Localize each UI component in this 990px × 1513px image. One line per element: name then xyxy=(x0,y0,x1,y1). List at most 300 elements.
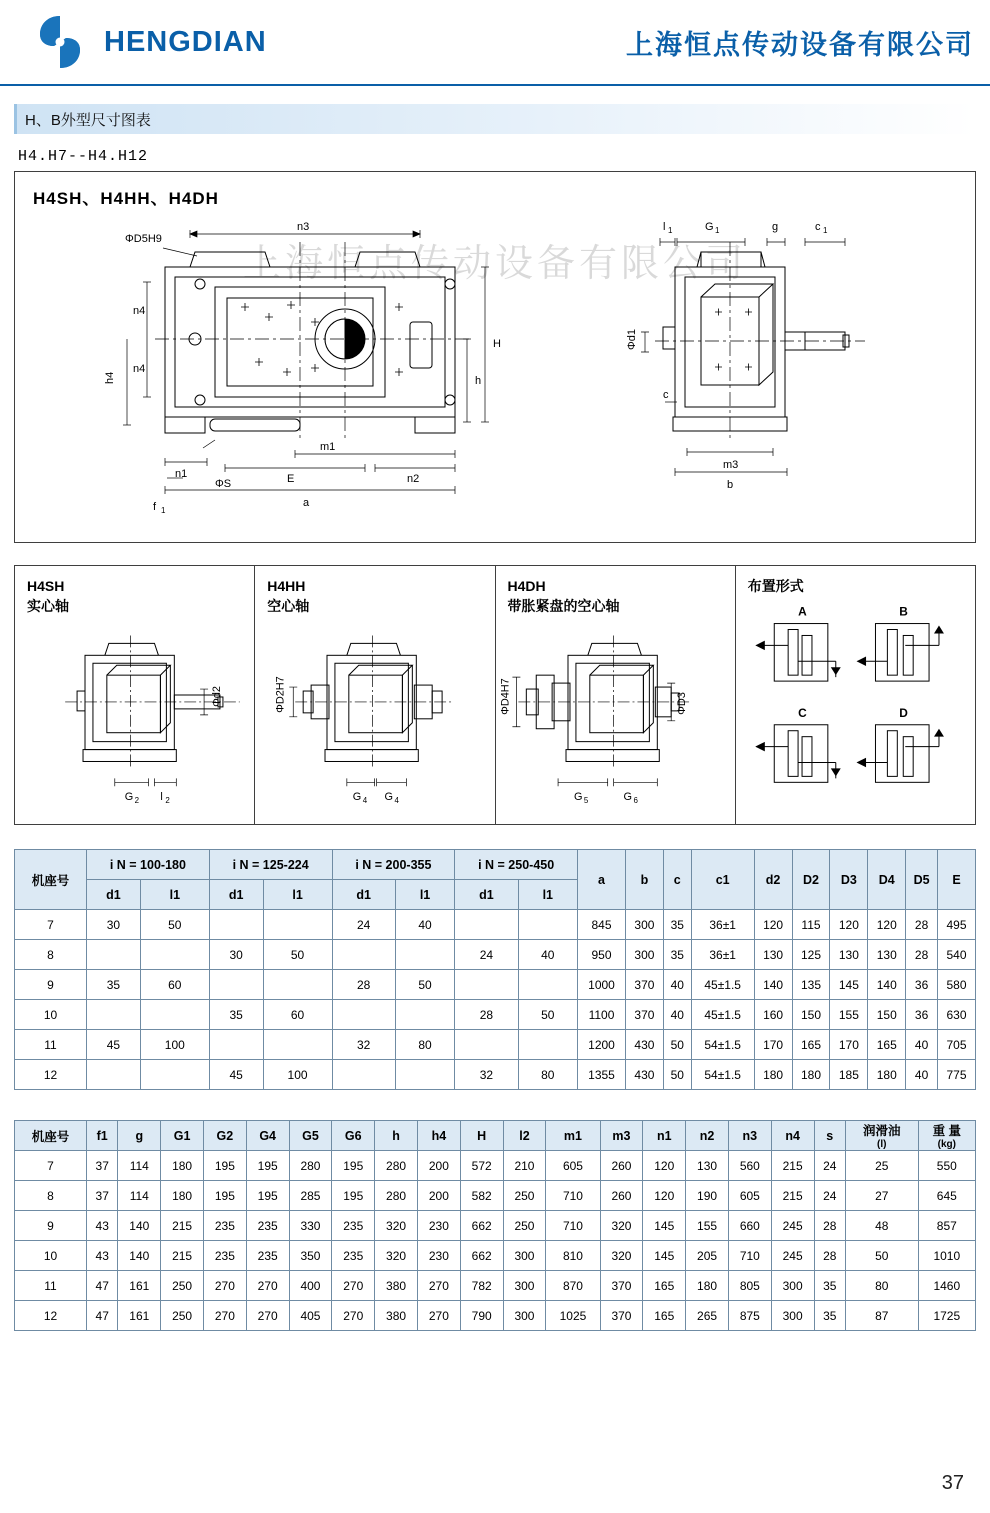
svg-text:c: c xyxy=(815,221,821,233)
cell-seat: 11 xyxy=(15,1030,87,1060)
cell-seat: 9 xyxy=(15,970,87,1000)
th-c: c xyxy=(663,850,691,910)
cell: 40 xyxy=(663,970,691,1000)
gearbox-technical-drawing xyxy=(15,172,975,544)
cell: 28 xyxy=(906,910,938,940)
cell: 215 xyxy=(771,1151,814,1181)
cell: 200 xyxy=(417,1181,460,1211)
th-c1: c1 xyxy=(691,850,754,910)
cell: 80 xyxy=(518,1060,577,1090)
cell: 300 xyxy=(625,910,663,940)
cell xyxy=(87,1060,141,1090)
cell: 572 xyxy=(460,1151,503,1181)
cell: 35 xyxy=(814,1271,845,1301)
svg-text:n4: n4 xyxy=(133,363,146,375)
cell: 235 xyxy=(332,1211,375,1241)
th2-G2: G2 xyxy=(203,1121,246,1151)
cell: 100 xyxy=(263,1060,332,1090)
cell: 215 xyxy=(161,1241,204,1271)
cell: 87 xyxy=(845,1301,918,1331)
th2-n4: n4 xyxy=(771,1121,814,1151)
variant-desc-h4sh: 实心轴 xyxy=(27,598,69,614)
svg-text:c: c xyxy=(663,389,669,401)
cell: 245 xyxy=(771,1211,814,1241)
cell: 1000 xyxy=(578,970,626,1000)
th-b: b xyxy=(625,850,663,910)
svg-text:Φd1: Φd1 xyxy=(626,328,638,350)
th-ratio-group-1: i N = 100-180 xyxy=(87,850,210,880)
cell: 870 xyxy=(546,1271,600,1301)
cell: 370 xyxy=(625,1000,663,1030)
cell xyxy=(209,1030,263,1060)
cell: 605 xyxy=(728,1181,771,1211)
cell: 285 xyxy=(289,1181,332,1211)
cell: 32 xyxy=(455,1060,518,1090)
cell: 250 xyxy=(503,1211,546,1241)
svg-text:b: b xyxy=(727,479,734,491)
cell: 1025 xyxy=(546,1301,600,1331)
cell: 430 xyxy=(625,1060,663,1090)
th-ratio-group-3: i N = 200-355 xyxy=(332,850,455,880)
cell: 582 xyxy=(460,1181,503,1211)
cell: 54±1.5 xyxy=(691,1060,754,1090)
cell: 245 xyxy=(771,1241,814,1271)
th-D3: D3 xyxy=(830,850,868,910)
cell: 540 xyxy=(937,940,975,970)
cell: 35 xyxy=(87,970,141,1000)
cell: 145 xyxy=(830,970,868,1000)
cell: 185 xyxy=(830,1060,868,1090)
cell: 195 xyxy=(332,1151,375,1181)
svg-text:5: 5 xyxy=(583,796,588,806)
cell: 230 xyxy=(417,1211,460,1241)
th2-n2: n2 xyxy=(686,1121,729,1151)
cell xyxy=(209,910,263,940)
cell: 155 xyxy=(830,1000,868,1030)
cell xyxy=(395,1000,454,1030)
cell: 115 xyxy=(792,910,830,940)
cell: 775 xyxy=(937,1060,975,1090)
svg-text:l: l xyxy=(663,221,666,233)
cell: 180 xyxy=(868,1060,906,1090)
variant-code-h4dh: H4DH xyxy=(507,578,546,594)
th2-G6: G6 xyxy=(332,1121,375,1151)
cell: 380 xyxy=(375,1271,418,1301)
cell: 130 xyxy=(754,940,792,970)
cell: 170 xyxy=(754,1030,792,1060)
cell: 210 xyxy=(503,1151,546,1181)
th-D2: D2 xyxy=(792,850,830,910)
table2-body xyxy=(15,1151,976,1331)
th2-n1: n1 xyxy=(643,1121,686,1151)
variant-cell-h4dh xyxy=(496,566,736,824)
cell xyxy=(455,1030,518,1060)
svg-text:a: a xyxy=(303,497,310,509)
variant-desc-h4dh: 带胀紧盘的空心轴 xyxy=(507,598,620,614)
arrangement-diagram xyxy=(736,566,975,824)
th-l1-3: l1 xyxy=(395,880,454,910)
cell: 190 xyxy=(686,1181,729,1211)
cell: 270 xyxy=(203,1271,246,1301)
th2-lubricant xyxy=(845,1121,918,1151)
cell: 662 xyxy=(460,1241,503,1271)
cell: 580 xyxy=(937,970,975,1000)
cell: 24 xyxy=(814,1181,845,1211)
cell: 560 xyxy=(728,1151,771,1181)
th2-G1: G1 xyxy=(161,1121,204,1151)
cell: 280 xyxy=(375,1151,418,1181)
th2-lubricant-label: 润滑油 xyxy=(863,1124,901,1138)
cell: 300 xyxy=(503,1241,546,1271)
svg-text:Φd2: Φd2 xyxy=(210,686,223,707)
cell: 30 xyxy=(87,910,141,940)
cell: 195 xyxy=(332,1181,375,1211)
table-row xyxy=(15,1000,976,1030)
page-number: 37 xyxy=(941,1472,964,1494)
cell-seat: 10 xyxy=(15,1241,87,1271)
cell xyxy=(263,910,332,940)
cell: 370 xyxy=(600,1301,643,1331)
svg-text:ΦD3: ΦD3 xyxy=(675,692,688,715)
cell: 200 xyxy=(417,1151,460,1181)
cell: 235 xyxy=(246,1211,289,1241)
svg-text:h: h xyxy=(475,375,482,387)
cell: 845 xyxy=(578,910,626,940)
svg-text:2: 2 xyxy=(165,796,170,806)
cell xyxy=(263,1030,332,1060)
cell: 230 xyxy=(417,1241,460,1271)
cell: 37 xyxy=(87,1181,118,1211)
cell: 165 xyxy=(643,1301,686,1331)
svg-text:B: B xyxy=(899,604,908,619)
th-a: a xyxy=(578,850,626,910)
cell xyxy=(395,940,454,970)
th2-s: s xyxy=(814,1121,845,1151)
cell: 215 xyxy=(771,1181,814,1211)
cell: 45 xyxy=(209,1060,263,1090)
cell xyxy=(87,940,141,970)
table-row xyxy=(15,1241,976,1271)
svg-text:n2: n2 xyxy=(407,473,420,485)
svg-text:1: 1 xyxy=(161,506,166,515)
cell: 1355 xyxy=(578,1060,626,1090)
cell: 24 xyxy=(455,940,518,970)
variant-code-h4sh: H4SH xyxy=(27,578,65,594)
cell: 125 xyxy=(792,940,830,970)
cell: 161 xyxy=(118,1271,161,1301)
th-l1-2: l1 xyxy=(263,880,332,910)
th-ratio-group-4: i N = 250-450 xyxy=(455,850,578,880)
cell: 37 xyxy=(87,1151,118,1181)
cell: 195 xyxy=(203,1151,246,1181)
variant-code-h4hh: H4HH xyxy=(267,578,306,594)
cell: 660 xyxy=(728,1211,771,1241)
dimension-table-2 xyxy=(14,1120,976,1331)
table1-group-header-row xyxy=(15,850,976,880)
table-row xyxy=(15,1060,976,1090)
cell: 50 xyxy=(518,1000,577,1030)
table-row xyxy=(15,970,976,1000)
cell: 875 xyxy=(728,1301,771,1331)
cell: 705 xyxy=(937,1030,975,1060)
svg-text:ΦD4H7: ΦD4H7 xyxy=(498,678,511,715)
brand-name: HENGDIAN xyxy=(104,25,267,58)
cell xyxy=(140,1060,209,1090)
cell: 28 xyxy=(455,1000,518,1030)
th-l1-4: l1 xyxy=(518,880,577,910)
cell: 120 xyxy=(754,910,792,940)
cell: 48 xyxy=(845,1211,918,1241)
cell: 180 xyxy=(161,1151,204,1181)
svg-text:H: H xyxy=(493,338,501,350)
th-d2: d2 xyxy=(754,850,792,910)
cell: 28 xyxy=(814,1211,845,1241)
cell: 250 xyxy=(161,1271,204,1301)
svg-text:D: D xyxy=(899,705,908,720)
section-title: H、B外型尺寸图表 xyxy=(25,111,151,129)
cell: 50 xyxy=(663,1030,691,1060)
cell: 35 xyxy=(209,1000,263,1030)
cell: 80 xyxy=(395,1030,454,1060)
cell: 320 xyxy=(600,1241,643,1271)
svg-text:2: 2 xyxy=(134,796,140,806)
cell-seat: 12 xyxy=(15,1060,87,1090)
cell: 235 xyxy=(246,1241,289,1271)
svg-text:f: f xyxy=(153,501,157,513)
cell: 40 xyxy=(906,1030,938,1060)
cell: 120 xyxy=(830,910,868,940)
cell: 300 xyxy=(771,1271,814,1301)
cell: 370 xyxy=(600,1271,643,1301)
cell: 495 xyxy=(937,910,975,940)
cell: 235 xyxy=(203,1211,246,1241)
cell: 300 xyxy=(625,940,663,970)
svg-text:ΦD2H7: ΦD2H7 xyxy=(274,676,287,713)
svg-text:G: G xyxy=(573,791,582,804)
cell xyxy=(395,1060,454,1090)
th2-lubricant-unit: (l) xyxy=(877,1139,887,1150)
cell: 270 xyxy=(332,1271,375,1301)
cell: 270 xyxy=(417,1301,460,1331)
cell: 645 xyxy=(918,1181,975,1211)
cell: 405 xyxy=(289,1301,332,1331)
cell: 36±1 xyxy=(691,910,754,940)
cell: 50 xyxy=(140,910,209,940)
cell-seat: 11 xyxy=(15,1271,87,1301)
company-name-cn: 上海恒点传动设备有限公司 xyxy=(626,29,974,60)
variant-desc-h4hh: 空心轴 xyxy=(267,598,310,614)
cell: 45±1.5 xyxy=(691,970,754,1000)
cell: 180 xyxy=(161,1181,204,1211)
th-seat-number: 机座号 xyxy=(15,850,87,910)
cell: 114 xyxy=(118,1151,161,1181)
svg-text:ΦS: ΦS xyxy=(215,478,232,490)
cell: 630 xyxy=(937,1000,975,1030)
cell: 140 xyxy=(868,970,906,1000)
cell: 430 xyxy=(625,1030,663,1060)
th2-m1: m1 xyxy=(546,1121,600,1151)
cell: 40 xyxy=(906,1060,938,1090)
table-row xyxy=(15,1301,976,1331)
th-d1-1: d1 xyxy=(87,880,141,910)
cell xyxy=(332,940,395,970)
cell: 35 xyxy=(814,1301,845,1331)
cell-seat: 10 xyxy=(15,1000,87,1030)
cell xyxy=(332,1060,395,1090)
cell: 165 xyxy=(643,1271,686,1301)
cell: 270 xyxy=(417,1271,460,1301)
cell: 135 xyxy=(792,970,830,1000)
table-row xyxy=(15,1030,976,1060)
svg-text:m1: m1 xyxy=(320,441,336,453)
cell: 50 xyxy=(395,970,454,1000)
cell: 100 xyxy=(140,1030,209,1060)
cell: 265 xyxy=(686,1301,729,1331)
variant-strip xyxy=(14,565,976,825)
cell: 710 xyxy=(546,1181,600,1211)
cell: 130 xyxy=(868,940,906,970)
th2-weight-label: 重 量 xyxy=(932,1124,962,1138)
cell: 36 xyxy=(906,1000,938,1030)
cell-seat: 7 xyxy=(15,910,87,940)
cell: 47 xyxy=(87,1271,118,1301)
svg-text:G: G xyxy=(353,791,362,804)
svg-text:A: A xyxy=(797,604,807,619)
cell: 24 xyxy=(332,910,395,940)
cell: 782 xyxy=(460,1271,503,1301)
cell: 25 xyxy=(845,1151,918,1181)
th2-seat-number: 机座号 xyxy=(15,1121,87,1151)
cell: 35 xyxy=(663,940,691,970)
th2-H: H xyxy=(460,1121,503,1151)
table-row xyxy=(15,1181,976,1211)
cell: 270 xyxy=(203,1301,246,1331)
cell: 710 xyxy=(546,1211,600,1241)
cell: 150 xyxy=(868,1000,906,1030)
dimension-table-1 xyxy=(14,849,976,1090)
cell: 1200 xyxy=(578,1030,626,1060)
svg-text:l: l xyxy=(160,791,163,804)
cell: 235 xyxy=(332,1241,375,1271)
cell: 28 xyxy=(814,1241,845,1271)
page-header xyxy=(0,0,990,86)
table-row xyxy=(15,1151,976,1181)
svg-text:4: 4 xyxy=(362,796,368,806)
section-title-bar xyxy=(14,104,976,134)
cell: 320 xyxy=(600,1211,643,1241)
brand xyxy=(30,12,267,72)
cell: 1725 xyxy=(918,1301,975,1331)
cell: 50 xyxy=(263,940,332,970)
variant-cell-h4sh xyxy=(15,566,255,824)
cell: 180 xyxy=(754,1060,792,1090)
cell: 810 xyxy=(546,1241,600,1271)
model-range-label: H4.H7--H4.H12 xyxy=(18,148,149,165)
th2-h4: h4 xyxy=(417,1121,460,1151)
th-E: E xyxy=(937,850,975,910)
svg-text:n1: n1 xyxy=(175,468,188,480)
svg-text:n4: n4 xyxy=(133,305,146,317)
cell: 805 xyxy=(728,1271,771,1301)
th-d1-3: d1 xyxy=(332,880,395,910)
cell: 155 xyxy=(686,1211,729,1241)
svg-text:1: 1 xyxy=(668,226,673,235)
th-d1-4: d1 xyxy=(455,880,518,910)
cell: 380 xyxy=(375,1301,418,1331)
svg-text:h4: h4 xyxy=(104,371,116,384)
th2-m3: m3 xyxy=(600,1121,643,1151)
cell-seat: 12 xyxy=(15,1301,87,1331)
cell: 1010 xyxy=(918,1241,975,1271)
cell: 130 xyxy=(686,1151,729,1181)
table1-body xyxy=(15,910,976,1090)
main-drawing-title: H4SH、H4HH、H4DH xyxy=(33,189,219,208)
th-d1-2: d1 xyxy=(209,880,263,910)
svg-text:G: G xyxy=(705,221,714,233)
cell: 40 xyxy=(663,1000,691,1030)
cell xyxy=(87,1000,141,1030)
cell: 120 xyxy=(868,910,906,940)
svg-text:ΦD5H9: ΦD5H9 xyxy=(125,233,162,245)
table-row xyxy=(15,1271,976,1301)
cell: 24 xyxy=(814,1151,845,1181)
cell: 790 xyxy=(460,1301,503,1331)
cell: 170 xyxy=(830,1030,868,1060)
cell: 250 xyxy=(161,1301,204,1331)
cell: 140 xyxy=(754,970,792,1000)
cell xyxy=(209,970,263,1000)
cell-seat: 9 xyxy=(15,1211,87,1241)
th2-weight-unit: (kg) xyxy=(937,1139,956,1150)
th2-n3: n3 xyxy=(728,1121,771,1151)
cell: 1460 xyxy=(918,1271,975,1301)
cell: 35 xyxy=(663,910,691,940)
cell: 80 xyxy=(845,1271,918,1301)
cell: 28 xyxy=(332,970,395,1000)
cell: 857 xyxy=(918,1211,975,1241)
cell xyxy=(518,970,577,1000)
cell: 45 xyxy=(87,1030,141,1060)
svg-text:G: G xyxy=(623,791,632,804)
cell: 165 xyxy=(792,1030,830,1060)
th2-G5: G5 xyxy=(289,1121,332,1151)
cell xyxy=(140,1000,209,1030)
cell: 160 xyxy=(754,1000,792,1030)
th-ratio-group-2: i N = 125-224 xyxy=(209,850,332,880)
th2-G4: G4 xyxy=(246,1121,289,1151)
cell: 195 xyxy=(246,1151,289,1181)
cell: 1100 xyxy=(578,1000,626,1030)
cell: 205 xyxy=(686,1241,729,1271)
cell: 140 xyxy=(118,1241,161,1271)
watermark-text: 上海恒点传动设备有限公司 xyxy=(242,243,747,285)
cell: 120 xyxy=(643,1151,686,1181)
th2-f1: f1 xyxy=(87,1121,118,1151)
cell xyxy=(332,1000,395,1030)
cell xyxy=(455,970,518,1000)
cell: 140 xyxy=(118,1211,161,1241)
cell: 370 xyxy=(625,970,663,1000)
cell: 280 xyxy=(375,1181,418,1211)
cell: 180 xyxy=(686,1271,729,1301)
cell: 300 xyxy=(771,1301,814,1331)
cell xyxy=(518,1030,577,1060)
cell: 300 xyxy=(503,1301,546,1331)
cell: 43 xyxy=(87,1241,118,1271)
svg-text:4: 4 xyxy=(394,796,400,806)
cell: 54±1.5 xyxy=(691,1030,754,1060)
svg-text:1: 1 xyxy=(715,226,720,235)
